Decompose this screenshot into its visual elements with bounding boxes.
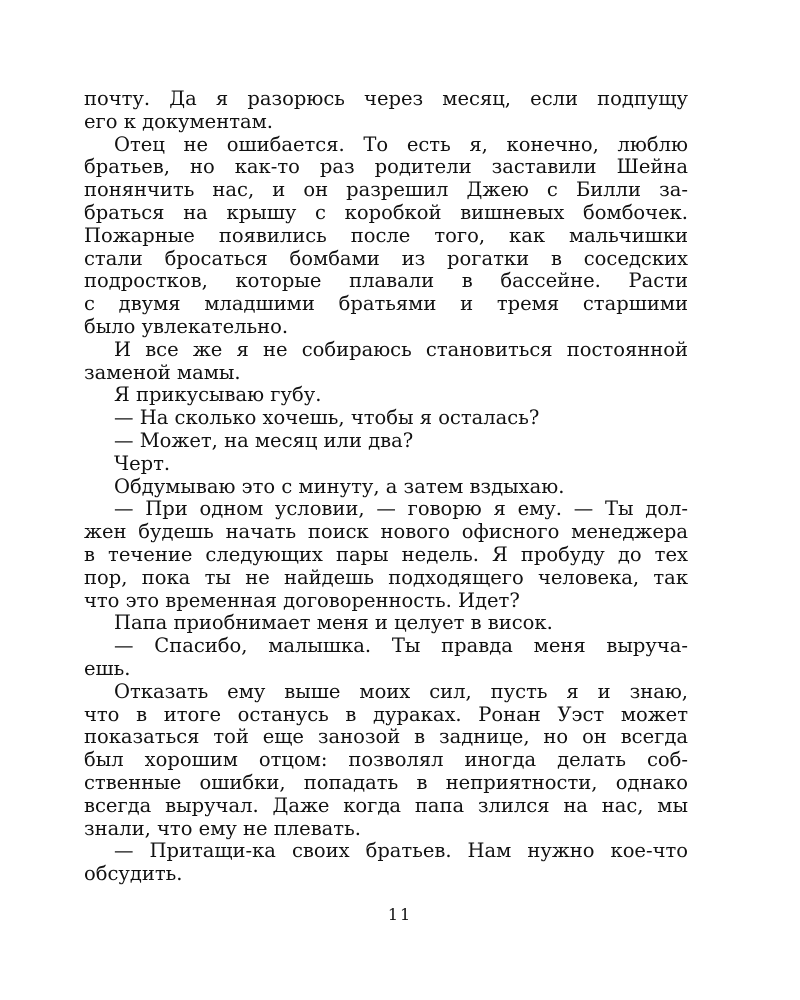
page-number: 11 bbox=[387, 905, 413, 924]
text-line: заменой мамы. bbox=[84, 360, 241, 384]
text-line: всегда выручал. Даже когда папа злился на нас, мы bbox=[84, 793, 688, 817]
text-line: пор, пока ты не найдешь подходящего человека, так bbox=[84, 565, 688, 589]
text-line: жен будешь начать поиск нового офисного менеджера bbox=[84, 520, 688, 544]
text-line: подростков, которые плавали в бассейне. Расти bbox=[84, 269, 688, 293]
text-line: Я прикусываю губу. bbox=[114, 383, 322, 407]
text-line: Черт. bbox=[114, 451, 171, 475]
text-line: было увлекательно. bbox=[84, 314, 289, 338]
text-line: И все же я не собираюсь становиться постоянной bbox=[114, 337, 688, 361]
text-line: показаться той еще занозой в заднице, но он всегда bbox=[84, 725, 688, 749]
text-line: Отец не ошибается. То есть я, конечно, люблю bbox=[114, 132, 688, 156]
text-line: браться на крышу с коробкой вишневых бомбочек. bbox=[84, 200, 688, 224]
text-line: ешь. bbox=[84, 656, 131, 680]
text-line: с двумя младшими братьями и тремя старшими bbox=[84, 292, 688, 316]
text-line: ственные ошибки, попадать в неприятности, однако bbox=[84, 770, 688, 794]
text-line: — Притащи-ка своих братьев. Нам нужно кое-что bbox=[114, 839, 688, 863]
body-text bbox=[84, 88, 688, 886]
text-line: был хорошим отцом: позволял иногда делать соб- bbox=[84, 748, 688, 772]
text-line: Пожарные появились после того, как мальчишки bbox=[84, 223, 688, 247]
text-line: — При одном условии, — говорю я ему. — Ты дол- bbox=[114, 497, 688, 521]
text-line: что в итоге останусь в дураках. Ронан Уэст может bbox=[84, 702, 688, 726]
text-line: братьев, но как-то раз родители заставили Шейна bbox=[84, 155, 688, 179]
text-line: — Спасибо, малышка. Ты правда меня выруча- bbox=[114, 634, 688, 658]
text-line: — Может, на месяц или два? bbox=[114, 428, 414, 452]
text-line: что это временная договоренность. Идет? bbox=[84, 588, 520, 612]
text-line: понянчить нас, и он разрешил Джею с Билли за- bbox=[84, 178, 688, 202]
text-line: — На сколько хочешь, чтобы я осталась? bbox=[114, 406, 540, 430]
text-line: обсудить. bbox=[84, 862, 183, 886]
text-line: его к документам. bbox=[84, 109, 273, 133]
text-line: в течение следующих пары недель. Я пробуду до тех bbox=[84, 542, 688, 566]
text-line: Папа приобнимает меня и целует в висок. bbox=[114, 611, 553, 635]
text-line: почту. Да я разорюсь через месяц, если подпущу bbox=[84, 87, 688, 110]
text-line: Отказать ему выше моих сил, пусть я и знаю, bbox=[114, 679, 688, 703]
text-line: Обдумываю это с минуту, а затем вздыхаю. bbox=[114, 474, 565, 498]
text-line: знали, что ему не плевать. bbox=[84, 816, 361, 840]
text-line: стали бросаться бомбами из рогатки в соседских bbox=[84, 246, 688, 270]
